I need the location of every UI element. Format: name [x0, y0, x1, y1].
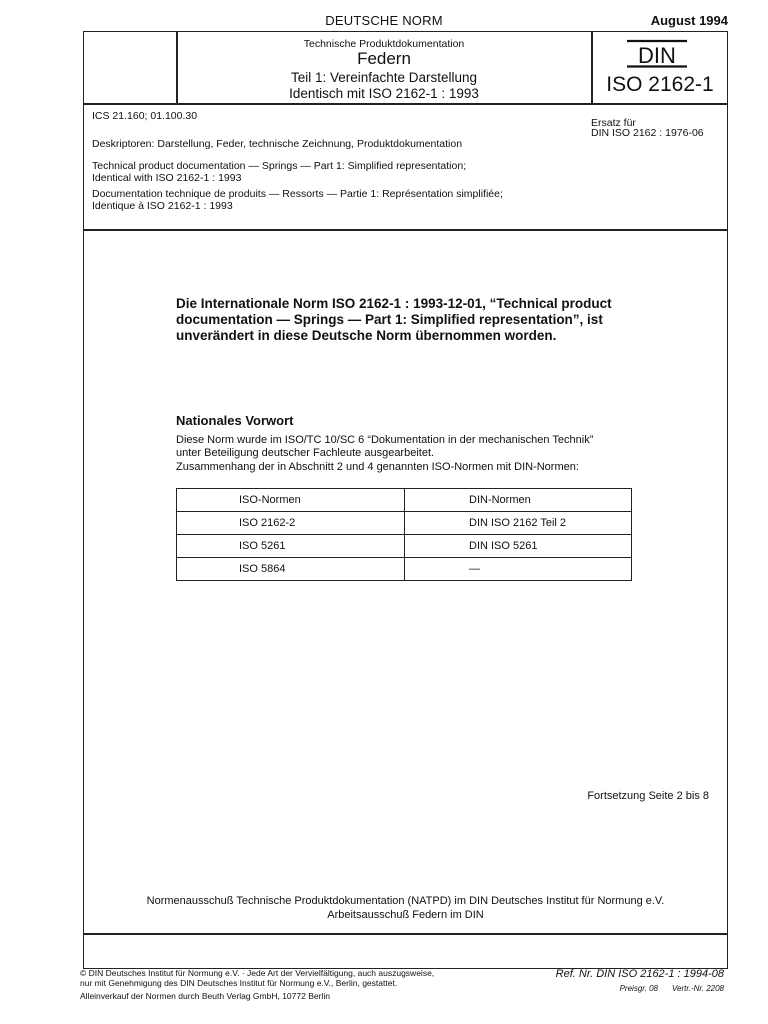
iso-cell: ISO 5261 [177, 535, 405, 558]
doc-category: Technische Produktdokumentation [303, 38, 465, 50]
price-group: Preisgr. 08 [619, 984, 658, 993]
foreword-heading: Nationales Vorwort [176, 413, 294, 428]
publication-date: August 1994 [650, 13, 728, 28]
footer-block-rule [83, 933, 728, 935]
foreword-line: unter Beteiligung deutscher Fachleute ausgearbeitet. [176, 447, 435, 459]
iso-cell: ISO 5864 [177, 558, 405, 581]
foreword-line: Diese Norm wurde im ISO/TC 10/SC 6 “Dokumentation in der mechanischen Technik” [176, 434, 594, 446]
price-info [606, 984, 724, 993]
foreword-line: Zusammenhang der in Abschnitt 2 und 4 genannten ISO-Normen mit DIN-Normen: [176, 461, 579, 473]
table-row [177, 512, 632, 535]
title-french: Documentation technique de produits — Ressorts — Partie 1: Représentation simplifiée; [92, 188, 503, 200]
identical-french: Identique à ISO 2162-1 : 1993 [92, 200, 233, 212]
replaces-label: Ersatz für [591, 117, 636, 129]
norms-table [176, 488, 632, 581]
copyright-line: nur mit Genehmigung des DIN Deutsches Institut für Normung e.V., Berlin, gestattet. [80, 978, 398, 988]
doc-identical: Identisch mit ISO 2162-1 : 1993 [289, 86, 479, 101]
replaces-value: DIN ISO 2162 : 1976-06 [591, 127, 704, 139]
din-logo [627, 38, 687, 68]
column-header-din: DIN-Normen [405, 489, 632, 512]
column-header-iso: ISO-Normen [177, 489, 405, 512]
table-header-row [177, 489, 632, 512]
copyright-line: © DIN Deutsches Institut für Normung e.V. · Jede Art der Vervielfältigung, auch auszugsweise, [80, 968, 435, 978]
identical-english: Identical with ISO 2162-1 : 1993 [92, 172, 242, 184]
iso-cell: ISO 2162-2 [177, 512, 405, 535]
reference-number: Ref. Nr. DIN ISO 2162-1 : 1994-08 [555, 968, 724, 980]
doc-title: Federn [357, 49, 411, 68]
doc-part: Teil 1: Vereinfachte Darstellung [290, 70, 478, 85]
title-block-rule [83, 103, 728, 105]
ics-code: ICS 21.160; 01.100.30 [92, 110, 198, 122]
sales-notice: Alleinverkauf der Normen durch Beuth Verlag GmbH, 10772 Berlin [80, 991, 330, 1001]
din-cell: DIN ISO 2162 Teil 2 [405, 512, 632, 535]
working-committee-line: Arbeitsausschuß Federn im DIN [327, 909, 484, 921]
continuation-note: Fortsetzung Seite 2 bis 8 [587, 790, 709, 802]
adoption-statement: Die Internationale Norm ISO 2162-1 : 1993-12-01, “Technical product documentation — Springs — Part 1: Simplified representation”, ist unverändert in diese Deutsche Norm übernommen worden. [176, 296, 612, 343]
table-row [177, 558, 632, 581]
descriptors: Deskriptoren: Darstellung, Feder, technische Zeichnung, Produktdokumentation [92, 138, 463, 150]
meta-block-rule [83, 229, 728, 231]
sales-number: Vertr.-Nr. 2208 [671, 984, 724, 993]
din-cell: DIN ISO 5261 [405, 535, 632, 558]
committee-line: Normenausschuß Technische Produktdokumentation (NATPD) im DIN Deutsches Institut für Normung e.V. [146, 895, 665, 907]
title-english: Technical product documentation — Springs — Part 1: Simplified representation; [92, 160, 467, 172]
table-row [177, 535, 632, 558]
standard-number: ISO 2162-1 [606, 73, 714, 96]
din-cell: — [405, 558, 632, 581]
din-logo-text: DIN [638, 43, 676, 68]
document-type: DEUTSCHE NORM [325, 13, 443, 28]
